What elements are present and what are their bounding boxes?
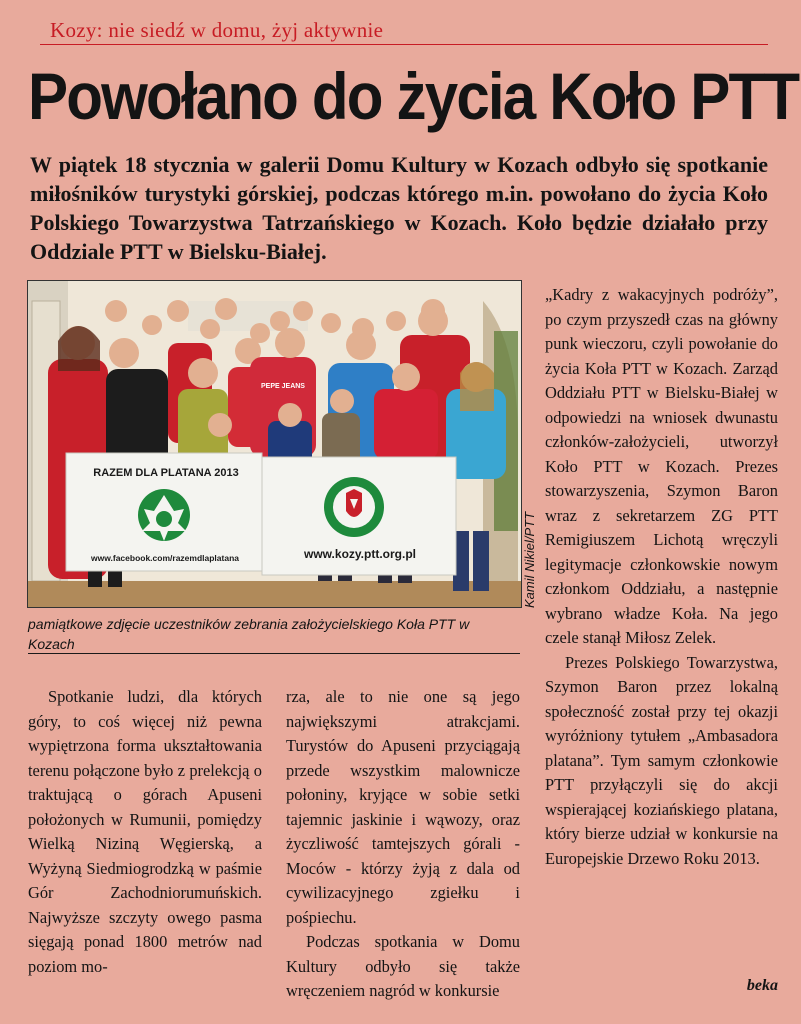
body-column-3 [545,283,778,871]
shirt-print: PEPE JEANS [261,383,305,390]
column-2-paragraph-2: Podczas spotkania w Domu Kultury odbyło się także wręczeniem nagród w konkursie [286,932,520,1000]
group-photo [27,280,522,608]
body-column-1 [28,685,262,979]
body-column-2 [286,685,520,1004]
photo-credit: Kamil Nikiel/PTT [522,511,537,608]
section-rule [40,44,768,45]
section-label: Kozy: nie siedź w domu, żyj aktywnie [50,18,384,42]
caption-rule [28,653,520,654]
headline: Powołano do życia Koło PTT [28,59,799,133]
column-2-paragraph-1: rza, ale to nie one są jego największymi atrakcjami. Turystów do Apuseni przyciągają przede wszystkim malownicze połoniny, kryjące w sobie setki tajemnic jaskinie i wąwozy, oraz życzliwość tamtejszych górali - Moców - którzy żyją z dala od cywilizacyjnego zgiełku i pośpiechu. [286,687,520,927]
lead-paragraph: W piątek 18 stycznia w galerii Domu Kultury w Kozach odbyło się spotkanie miłośników turystyki górskiej, podczas którego m.in. powołano do życia Koło Polskiego Towarzystwa Tatrzańskiego w Kozach. Koło będzie działało przy Oddziale PTT w Bielsku-Białej. [30,152,768,264]
banner-right-url: www.kozy.ptt.org.pl [304,547,416,561]
column-1-paragraph: Spotkanie ludzi, dla których góry, to coś więcej niż pewna wypiętrzona forma ukształtowania terenu połączone było z prelekcją o traktującą o górach Apuseni położonych w Rumunii, pomiędzy Wielką Niziną Węgierską, a Wyżyną Siedmiogrodzką w paśmie Gór Zachodniorumuńskich. Najwyższe szczyty owego pasma sięgają ponad 1800 metrów nad poziom mo- [28,687,262,976]
author-signature: beka [746,977,778,994]
banner-left-title: RAZEM DLA PLATANA 2013 [93,467,239,479]
photo-caption: pamiątkowe zdjęcie uczestników zebrania założycielskiego Koła PTT w Kozach [28,616,470,652]
column-3-paragraph-2: Prezes Polskiego Towarzystwa, Szymon Baron przez lokalną społeczność został przy tej okazji wyróżniony tytułem „Ambasadora platana”. Tym samym członkowie PTT przyłączyli się do akcji wspierającej koziańskiego platana, który bierze udział w konkursie na Europejskie Drzewo Roku 2013. [545,652,778,868]
banner-left-url: www.facebook.com/razemdlaplatana [90,553,239,563]
column-3-paragraph-1: „Kadry z wakacyjnych podróży”, po czym przyszedł czas na główny punk wieczoru, czyli powołanie do życia Koła PTT w Kozach. Zarząd Oddziału PTT w Bielsku-Białej w odpowiedzi na wniosek dwunastu członków-założycieli, utworzył Koło PTT w Kozach. Prezes stowarzyszenia, Szymon Baron wraz z sekretarzem ZG PTT Remigiuszem Lichotą wręczyli legitymacje członkowskie nowym członkom Oddziału, a następnie wybrano władze Koła. Na jego czele stanął Miłosz Zelek. [545,285,778,647]
